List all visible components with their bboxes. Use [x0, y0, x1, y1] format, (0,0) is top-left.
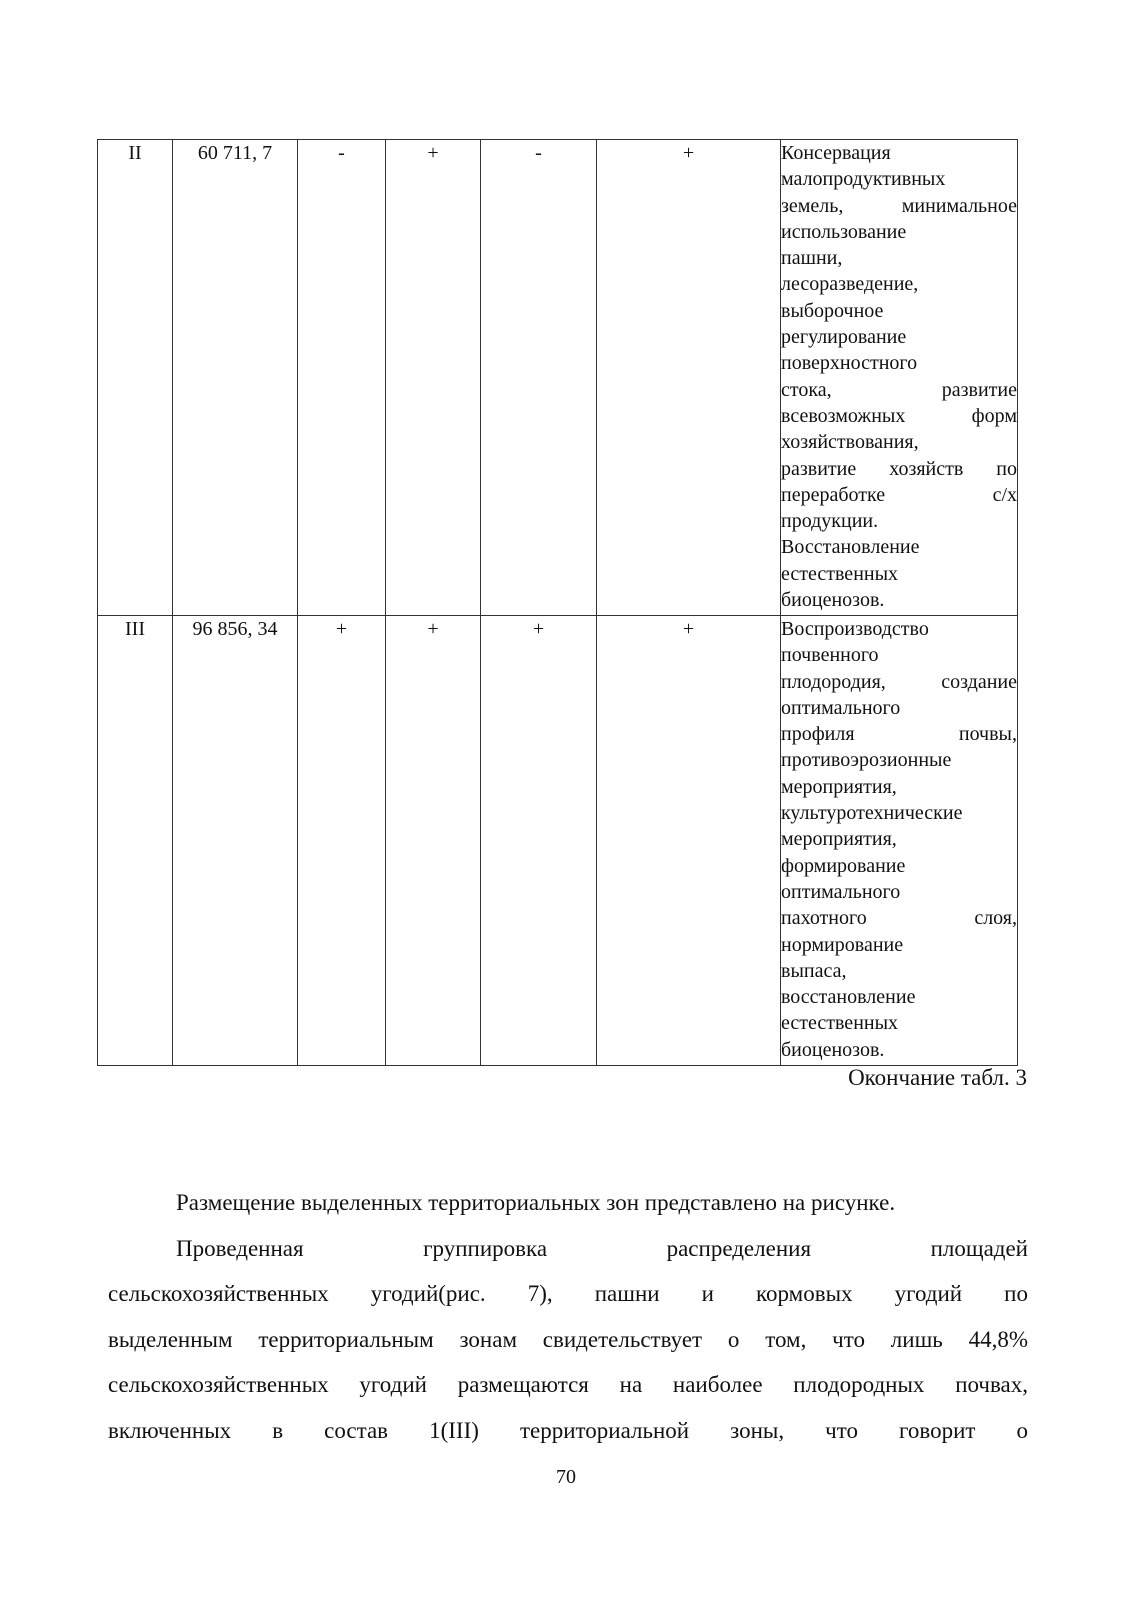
mark-cell: + [386, 140, 481, 616]
description-line: развитие хозяйств по [781, 457, 1017, 480]
mark-cell: + [386, 616, 481, 1066]
paragraph-line: выделенным территориальным зонам свидетельствует о том, что лишь 44,8% [108, 1326, 1028, 1352]
description-line: использование [781, 220, 907, 243]
description-line: Восстановление [781, 536, 920, 559]
description-line: естественных [781, 562, 899, 585]
page-number: 70 [556, 1466, 576, 1488]
description-line: оптимального [781, 696, 901, 719]
paragraph-line: Проведенная группировка распределения площадей [176, 1235, 1028, 1261]
description-line: выпаса, [781, 959, 847, 982]
area-cell: 96 856, 34 [173, 616, 298, 1066]
description-line: всевозможных форм [781, 404, 1017, 427]
zones-table [97, 139, 1018, 1066]
area-cell: 60 711, 7 [173, 140, 298, 616]
description-line: естественных [781, 1012, 899, 1035]
description-line: стока, развитие [781, 378, 1017, 401]
description-line: восстановление [781, 986, 916, 1009]
body-text [108, 1180, 1028, 1453]
mark-cell: + [298, 616, 386, 1066]
description-line: переработке с/х [781, 483, 1017, 506]
description-line: нормирование [781, 933, 904, 956]
description-line: Воспроизводство [781, 618, 929, 640]
description-line: биоценозов. [781, 589, 885, 612]
description-line: лесоразведение, [781, 273, 919, 296]
mark-cell: + [597, 140, 781, 616]
mark-cell: + [597, 616, 781, 1066]
description-line: противоэрозионные [781, 749, 952, 772]
zone-cell: II [98, 140, 173, 616]
description-line: Консервация [781, 142, 891, 164]
paragraph-line: Размещение выделенных территориальных зон представлено на рисунке. [176, 1190, 896, 1215]
description-line: пахотного слоя, [781, 907, 1017, 930]
paragraph-line: включенных в состав 1(III) территориальной зоны, что говорит о [108, 1417, 1028, 1443]
description-line: оптимального [781, 880, 901, 903]
description-line: культуротехнические [781, 802, 963, 825]
mark-cell: - [298, 140, 386, 616]
description-line: почвенного [781, 644, 879, 667]
table-row [98, 616, 1018, 1066]
description-line: мероприятия, [781, 775, 897, 798]
description-line: малопродуктивных [781, 168, 946, 191]
description-line: формирование [781, 854, 906, 877]
description-line: профиля почвы, [781, 723, 1017, 746]
mark-cell: + [481, 616, 597, 1066]
description-line: земель, минимальное [781, 194, 1017, 217]
table-caption: Окончание табл. 3 [848, 1065, 1027, 1090]
description-line: хозяйствования, [781, 431, 919, 454]
paragraph-line: сельскохозяйственных угодий(рис. 7), пашни и кормовых угодий по [108, 1281, 1028, 1306]
description-line: продукции. [781, 510, 879, 533]
description-line: регулирование [781, 326, 907, 349]
description-line: пашни, [781, 247, 843, 270]
description-line: поверхностного [781, 352, 918, 375]
description-line: плодородия, создание [781, 670, 1017, 693]
description-line: выборочное [781, 299, 884, 322]
description-cell [781, 616, 1018, 1066]
table-row [98, 140, 1018, 616]
description-line: биоценозов. [781, 1038, 885, 1061]
zone-cell: III [98, 616, 173, 1066]
paragraph-line: сельскохозяйственных угодий размещаются на наиболее плодородных почвах, [108, 1372, 1028, 1397]
description-cell [781, 140, 1018, 616]
mark-cell: - [481, 140, 597, 616]
description-line: мероприятия, [781, 828, 897, 851]
